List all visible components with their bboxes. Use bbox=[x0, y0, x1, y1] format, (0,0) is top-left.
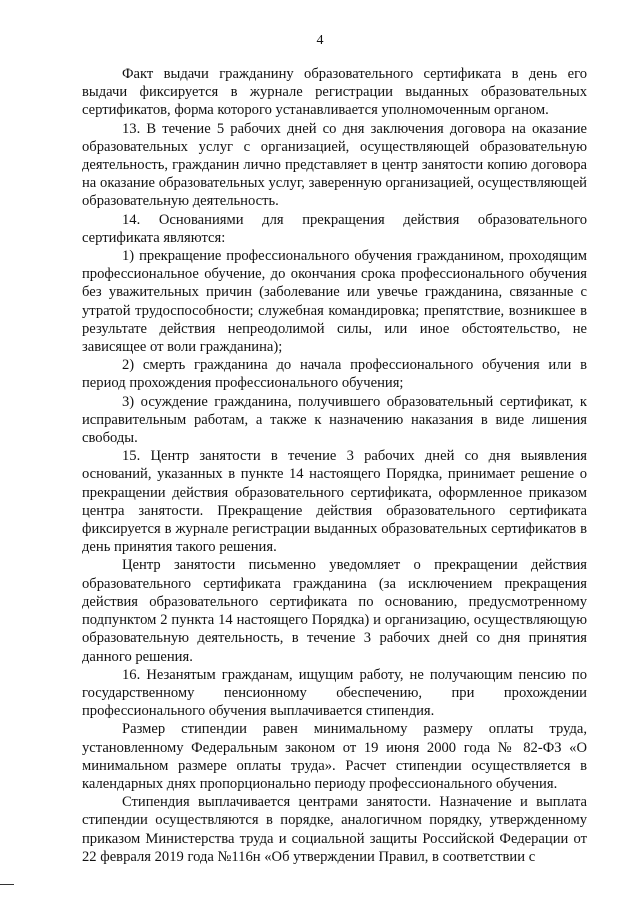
margin-mark bbox=[0, 884, 14, 885]
paragraph-14-item-3: 3) осуждение гражданина, получившего образовательный сертификат, к исправительным работам, а также к назначению наказания в виде лишения свободы. bbox=[82, 393, 587, 447]
page-number: 4 bbox=[316, 33, 324, 48]
paragraph-15-notification: Центр занятости письменно уведомляет о прекращении действия образовательного сертификата гражданина (за исключением прекращения действия образовательного сертификата по основанию, предусмотренному подпунктом 2 пункта 14 настоящего Порядка) и организацию, осуществляющую образовательную деятельность, в течение 3 рабочих дней со дня принятия данного решения. bbox=[82, 557, 587, 665]
paragraph-stipend-payment: Стипендия выплачивается центрами занятости. Назначение и выплата стипендии осуществляются в порядке, аналогичном порядку, утвержденному приказом Министерства труда и социальной защиты Российской Федерации от 22 февраля 2019 года №116н «Об утверждении Правил, в соответствии с bbox=[82, 794, 587, 865]
paragraph-16-stipend: 16. Незанятым гражданам, ищущим работу, не получающим пенсию по государственному пенсионному обеспечению, при прохождении профессионального обучения выплачивается стипендия. bbox=[82, 666, 587, 720]
paragraph-13-contract-copy: 13. В течение 5 рабочих дней со дня заключения договора на оказание образовательных услуг с организацией, осуществляющей образовательную деятельность, гражданин лично представляет в центр занятости копию договора на оказание образовательных услуг, заверенную организацией, осуществляющей образовательную деятельность. bbox=[82, 120, 587, 210]
paragraph-certificate-registration: Факт выдачи гражданину образовательного сертификата в день его выдачи фиксируется в журнале регистрации выданных образовательных сертификатов, форма которого устанавливается уполномоченным органом. bbox=[82, 66, 587, 119]
paragraph-14-item-2: 2) смерть гражданина до начала профессионального обучения или в период прохождения профессионального обучения; bbox=[82, 357, 587, 392]
paragraph-14-item-1: 1) прекращение профессионального обучения гражданином, проходящим профессиональное обучение, до окончания срока профессионального обучения без уважительных причин (заболевание или увечье гражданина, связанные с утратой трудоспособности; служебная командировка; препятствие, возникшее в результате действия непреодолимой силы, или иное обстоятельство, не зависящее от воли гражданина); bbox=[82, 248, 587, 356]
document-body bbox=[82, 65, 587, 866]
paragraph-15-termination-decision: 15. Центр занятости в течение 3 рабочих дней со дня выявления оснований, указанных в пункте 14 настоящего Порядка, принимает решение о прекращении действия образовательного сертификата, оформленное приказом центра занятости. Прекращение действия образовательного сертификата фиксируется в журнале регистрации выданных образовательных сертификатов в день принятия такого решения. bbox=[82, 448, 587, 556]
paragraph-14-grounds: 14. Основаниями для прекращения действия образовательного сертификата являются: bbox=[82, 211, 587, 246]
paragraph-stipend-amount: Размер стипендии равен минимальному размеру оплаты труда, установленному Федеральным законом от 19 июня 2000 года № 82-ФЗ «О минимальном размере оплаты труда». Расчет стипендии осуществляется в календарных днях пропорционально периоду профессионального обучения. bbox=[82, 721, 587, 792]
